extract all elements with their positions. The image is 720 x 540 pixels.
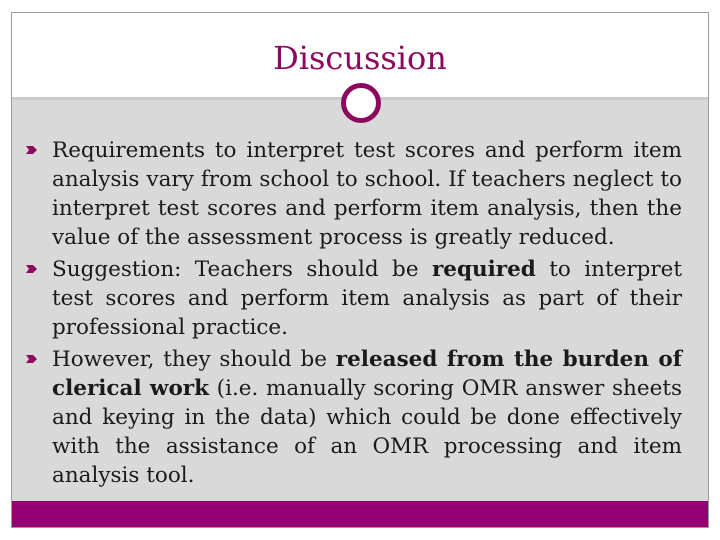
bullet-text-bold: released from the burden of clerical work [52, 347, 682, 401]
bullet-text-pre: Suggestion: Teachers should be [52, 257, 432, 282]
bullet-text: Requirements to interpret test scores and perform item analysis vary from school to school. If teachers neglect to interpret test scores and perform item analysis, then the value of the assessment process is greatly reduced. [52, 138, 682, 250]
slide-frame [11, 12, 709, 528]
bullet-item [42, 255, 682, 342]
divider-circle-ornament [341, 83, 381, 123]
bullet-item [42, 345, 682, 490]
bullet-item [42, 136, 682, 252]
ribbon-bullet-icon [24, 352, 38, 366]
bullet-list [42, 136, 682, 493]
bullet-text-pre: However, they should be [52, 347, 336, 372]
bottom-accent-bar [12, 501, 708, 527]
bullet-text-bold: required [431, 257, 536, 282]
ribbon-bullet-icon [24, 262, 38, 276]
ribbon-bullet-icon [24, 143, 38, 157]
content-panel [12, 100, 708, 501]
slide-title: Discussion [273, 39, 447, 77]
bullet-text-post: to interpret test scores and perform item analysis as part of their professional practice. [52, 257, 682, 340]
bullet-text-post: (i.e. manually scoring OMR answer sheets and keying in the data) which could be done effectively with the assistance of an OMR processing and item analysis tool. [52, 376, 682, 488]
